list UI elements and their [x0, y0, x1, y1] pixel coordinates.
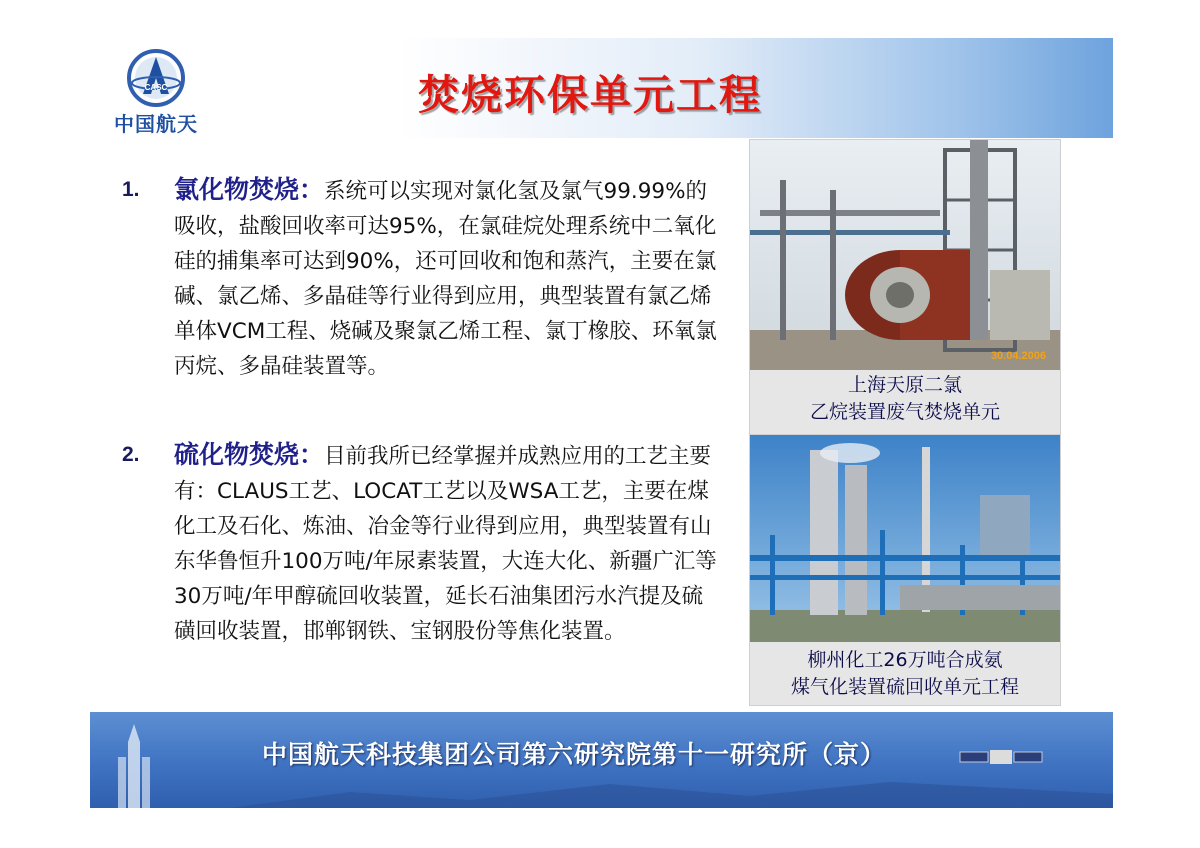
satellite-icon [960, 750, 1042, 764]
photo-date-stamp: 30.04.2006 [990, 350, 1046, 362]
item-number: 2. [122, 443, 140, 466]
caption-line: 柳州化工26万吨合成氨 [807, 649, 1003, 671]
casc-logo [110, 48, 202, 136]
casc-emblem-icon [110, 48, 202, 108]
item-body: 系统可以实现对氯化氢及氯气99.99%的吸收，盐酸回收率可达95%，在氯硅烷处理系统中二氧化硅的捕集率可达到90%，还可回收和饱和蒸汽，主要在氯碱、氯乙烯、多晶硅等行业得到应用，典型装置有氯乙烯单体VCM工程、烧碱及聚氯乙烯工程、氯丁橡胶、环氧氯丙烷、多晶硅装置等。 [174, 179, 717, 379]
photo-caption [750, 372, 1060, 426]
caption-line: 上海天原二氯 [847, 374, 962, 396]
photo-caption [750, 647, 1060, 701]
list-item-sulfide [122, 437, 722, 649]
item-text [174, 437, 722, 649]
page-title: 焚烧环保单元工程 [418, 71, 762, 119]
sulfur-recovery-photo-image [750, 435, 1060, 642]
footer-org-name: 中国航天科技集团公司第六研究院第十一研究所（京） [262, 740, 887, 769]
footer-band [90, 712, 1113, 808]
item-heading: 氯化物焚烧： [174, 175, 325, 204]
item-heading: 硫化物焚烧： [174, 440, 325, 469]
plant-photo [750, 435, 1060, 642]
caption-line: 乙烷装置废气焚烧单元 [809, 401, 1000, 423]
photo-card-shanghai [749, 139, 1061, 435]
photo-card-liuzhou [749, 434, 1061, 706]
logo-name: 中国航天 [114, 112, 198, 136]
caption-line: 煤气化装置硫回收单元工程 [790, 676, 1019, 698]
item-body: 目前我所已经掌握并成熟应用的工艺主要有：CLAUS工艺、LOCAT工艺以及WSA工艺，主要在煤化工及石化、炼油、冶金等行业得到应用，典型装置有山东华鲁恒升100万吨/年尿素装置，大连大化、新疆广汇等30万吨/年甲醇硫回收装置，延长石油集团污水汽提及硫磺回收装置，邯郸钢铁、宝钢股份等焦化装置。 [174, 444, 717, 644]
plant-photo [750, 140, 1060, 370]
item-text [174, 172, 722, 384]
svg-text:CASC: CASC [144, 83, 168, 92]
list-item-chloride [122, 172, 722, 384]
item-number: 1. [122, 178, 140, 201]
incinerator-photo-image [750, 140, 1060, 370]
